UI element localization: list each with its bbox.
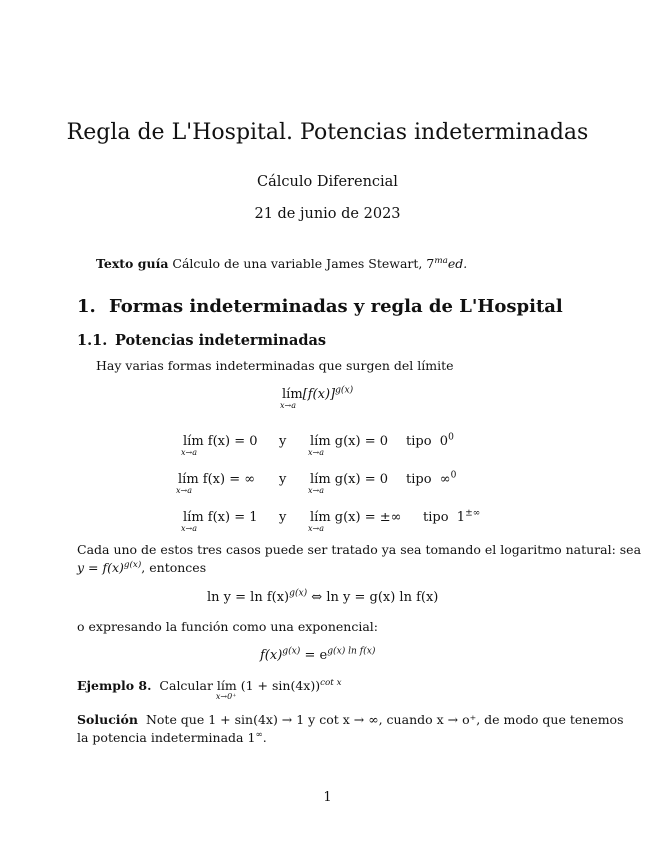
- solution-line-1: [77, 712, 624, 727]
- solution-line-2: [77, 730, 267, 745]
- main-limit-lim: lím: [282, 387, 303, 402]
- solution-line-2-text: la potencia indeterminada 1: [77, 730, 256, 745]
- main-limit-under: x→a: [280, 401, 296, 410]
- case-1-left-under: x→a: [181, 448, 197, 457]
- case-2-form-exp: 0: [450, 470, 457, 481]
- solution-label: Solución: [77, 712, 138, 727]
- main-limit-exp: g(x): [335, 385, 354, 396]
- log-eq-exp: g(x): [289, 588, 308, 599]
- solution-text: Note que 1 + sin(4x) → 1 y cot x → ∞, cuando x → o⁺, de modo que tenemos: [145, 712, 624, 727]
- case-row-2-left: [176, 472, 256, 495]
- example-under: x→0⁺: [215, 692, 237, 701]
- paragraph-1-eq: y = f(x): [77, 560, 124, 575]
- case-row-1-left: [181, 434, 258, 457]
- case-3-form: 1: [456, 510, 466, 525]
- guide-edition-suffix: ed.: [447, 256, 468, 271]
- case-1-right-under: x→a: [308, 448, 324, 457]
- case-3-left-under: x→a: [181, 524, 197, 533]
- paragraph-1-eq-exp: g(x): [123, 559, 142, 570]
- exp-eq-right: = e: [300, 648, 328, 663]
- section-number: 1.: [77, 296, 96, 317]
- subsection-number: 1.1.: [77, 332, 108, 349]
- paragraph-1-suffix: , entonces: [141, 560, 207, 575]
- case-1-tipo: tipo: [406, 434, 432, 449]
- guide-text: [96, 256, 467, 271]
- case-3-type: [423, 510, 480, 525]
- intro-paragraph: Hay varias formas indeterminadas que surgen del límite: [96, 358, 454, 373]
- exp-eq-right-exp: g(x) ln f(x): [327, 646, 376, 657]
- case-2-right-under: x→a: [308, 486, 324, 495]
- case-3-right-under: x→a: [308, 524, 324, 533]
- case-2-tipo: tipo: [406, 472, 432, 487]
- case-1-right-expr: lím g(x) = 0: [310, 434, 388, 449]
- main-limit-body: [f(x)]: [302, 387, 336, 402]
- page-number: 1: [323, 790, 332, 805]
- case-3-conj: y: [279, 510, 287, 525]
- case-2-form: ∞: [439, 472, 451, 487]
- case-row-1-right: [308, 434, 388, 457]
- log-eq-right: ⇔ ln y = g(x) ln f(x): [307, 590, 439, 605]
- case-3-tipo: tipo: [423, 510, 449, 525]
- case-3-right-expr: lím g(x) = ±∞: [310, 510, 402, 525]
- exp-equation: [260, 648, 375, 663]
- exp-eq-left-exp: g(x): [282, 646, 301, 657]
- case-1-left-expr: lím f(x) = 0: [183, 434, 258, 449]
- case-2-right-expr: lím g(x) = 0: [310, 472, 388, 487]
- case-2-left-expr: lím f(x) = ∞: [178, 472, 256, 487]
- guide-edition-sup: ma: [434, 255, 448, 266]
- case-row-2-right: [308, 472, 388, 495]
- log-equation: [207, 590, 438, 605]
- main-limit-equation: [280, 385, 354, 410]
- exp-eq-left: f(x): [260, 648, 283, 663]
- log-eq-left: ln y = ln f(x): [207, 590, 290, 605]
- case-2-left-under: x→a: [176, 486, 192, 495]
- example-limit: [215, 678, 237, 701]
- document-title: Regla de L'Hospital. Potencias indeterminadas: [66, 120, 589, 145]
- course-name: Cálculo Diferencial: [257, 174, 398, 190]
- document-date: 21 de junio de 2023: [254, 206, 401, 222]
- case-row-3-left: [181, 510, 258, 533]
- case-3-form-exp: ±∞: [465, 508, 481, 519]
- case-row-3-right: [308, 510, 402, 533]
- case-1-conj: y: [279, 434, 287, 449]
- example-exp: cot x: [320, 677, 342, 688]
- case-1-form-exp: 0: [448, 432, 454, 443]
- case-2-type: [406, 472, 456, 487]
- section-title: Formas indeterminadas y regla de L'Hospital: [109, 296, 563, 317]
- guide-reference: Cálculo de una variable James Stewart, 7: [172, 256, 435, 271]
- example-text: Calcular: [159, 678, 213, 693]
- subsection-title: Potencias indeterminadas: [115, 332, 327, 349]
- paragraph-1-line-2: [77, 560, 206, 575]
- solution-line-2-exp: ∞: [255, 729, 263, 740]
- main-limit-operator: [280, 387, 303, 410]
- subsection-heading: [77, 332, 326, 349]
- case-2-conj: y: [279, 472, 287, 487]
- paragraph-1-line-1: Cada uno de estos tres casos puede ser tratado ya sea tomando el logaritmo natural: sea: [77, 542, 642, 557]
- case-1-form: 0: [439, 434, 449, 449]
- example-body: (1 + sin(4x)): [240, 678, 321, 693]
- paragraph-2: o expresando la función como una exponencial:: [77, 619, 378, 634]
- case-1-type: [406, 434, 454, 449]
- case-3-left-expr: lím f(x) = 1: [183, 510, 258, 525]
- example-lim: lím: [216, 678, 237, 693]
- example-8: [77, 677, 342, 701]
- guide-label: Texto guía: [96, 256, 169, 271]
- example-label: Ejemplo 8.: [77, 678, 152, 693]
- section-heading: [77, 296, 563, 317]
- solution-line-2-end: .: [262, 730, 267, 745]
